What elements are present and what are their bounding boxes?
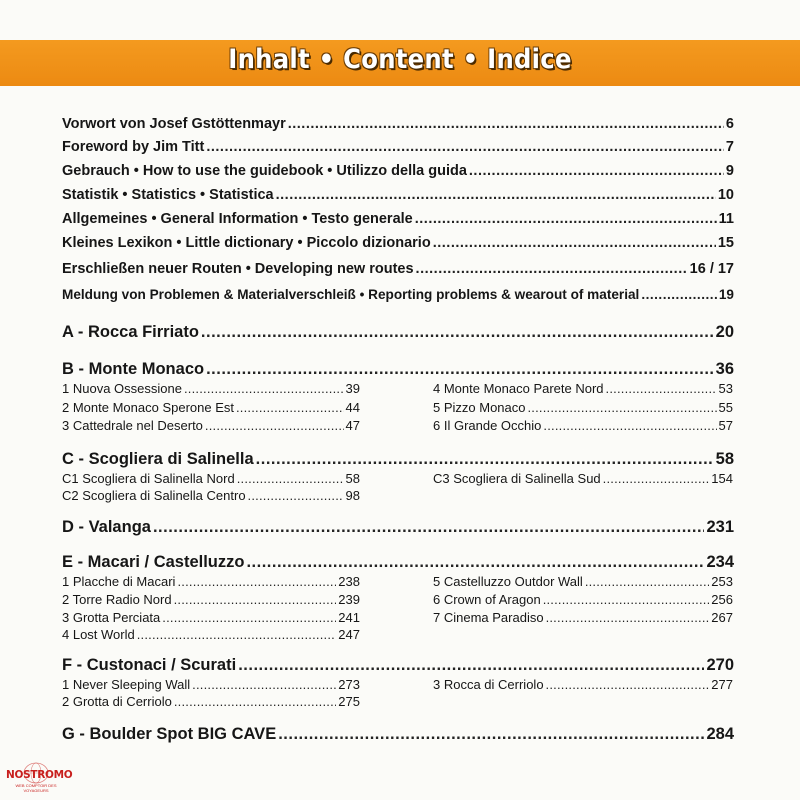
subentry-label: 6 Crown of Aragon (433, 592, 541, 607)
subentry-label: 5 Castelluzzo Outdor Wall (433, 574, 583, 589)
dot-leader (543, 592, 710, 607)
toc-entry-foreword-josef[interactable] (62, 116, 734, 132)
toc-entry-label: Meldung von Problemen & Materialverschleiß • Reporting problems & wearout of material (62, 287, 640, 302)
subentry-label: 7 Cinema Paradiso (433, 610, 544, 625)
toc-section-d[interactable] (62, 518, 734, 537)
section-page: 284 (706, 725, 734, 743)
toc-entry-statistics[interactable] (62, 187, 734, 203)
subentry-page: 247 (338, 627, 360, 642)
subentry-page: 275 (338, 694, 360, 709)
toc-subentry[interactable] (62, 677, 360, 692)
toc-entry-page: 15 (717, 235, 734, 251)
toc-entry-label: Kleines Lexikon • Little dictionary • Piccolo dizionario (62, 235, 431, 251)
dot-leader (201, 323, 714, 342)
section-page: 270 (706, 656, 734, 674)
dot-leader (278, 725, 704, 744)
toc-section-c[interactable] (62, 450, 734, 469)
toc-subentry[interactable] (62, 381, 360, 396)
subentry-label: 5 Pizzo Monaco (433, 400, 526, 415)
dot-leader (174, 694, 336, 709)
dot-leader (433, 235, 716, 251)
dot-leader (246, 553, 704, 572)
subentry-label: C3 Scogliera di Salinella Sud (433, 471, 601, 486)
section-title: F - Custonaci / Scurati (62, 656, 237, 674)
subentry-label: 1 Never Sleeping Wall (62, 677, 191, 692)
toc-subentry[interactable] (62, 418, 360, 433)
subentry-label: 4 Lost World (62, 627, 135, 642)
toc-section-a[interactable] (62, 323, 734, 342)
toc-entry-label: Foreword by Jim Titt (62, 139, 205, 155)
subentry-page: 39 (345, 381, 360, 396)
toc-entry-page: 6 (725, 116, 734, 132)
subentry-page: 253 (711, 574, 733, 589)
logo-name: NOSTROMO (6, 769, 73, 781)
toc-subentry[interactable] (62, 694, 360, 709)
subentry-page: 98 (345, 488, 360, 503)
dot-leader (469, 163, 724, 179)
dot-leader (641, 287, 717, 302)
subentry-page: 44 (345, 400, 360, 415)
toc-subentry[interactable] (433, 381, 733, 396)
dot-leader (192, 677, 336, 692)
dot-leader (606, 381, 717, 396)
subentry-page: 47 (345, 418, 360, 433)
subentry-page: 154 (711, 471, 733, 486)
page-title: Inhalt • Content • Indice (228, 44, 572, 75)
subentry-page: 273 (338, 677, 360, 692)
toc-subentry[interactable] (62, 488, 360, 503)
subentry-label: 3 Grotta Perciata (62, 610, 161, 625)
subentry-page: 256 (711, 592, 733, 607)
subentry-page: 241 (338, 610, 360, 625)
subentry-label: 4 Monte Monaco Parete Nord (433, 381, 604, 396)
subentry-label: 2 Monte Monaco Sperone Est (62, 400, 234, 415)
subentry-label: 1 Nuova Ossessione (62, 381, 182, 396)
section-page: 36 (715, 360, 734, 378)
dot-leader (546, 610, 710, 625)
nostromo-watermark-logo (6, 762, 73, 796)
subentry-page: 267 (711, 610, 733, 625)
dot-leader (528, 400, 717, 415)
subentry-page: 238 (338, 574, 360, 589)
toc-subentry[interactable] (62, 592, 360, 607)
section-title: B - Monte Monaco (62, 360, 205, 378)
toc-subentry[interactable] (62, 400, 360, 415)
toc-entry-foreword-jim[interactable] (62, 139, 734, 155)
subentry-page: 239 (338, 592, 360, 607)
dot-leader (248, 488, 344, 503)
section-title: D - Valanga (62, 518, 151, 536)
toc-subentry[interactable] (433, 471, 733, 486)
dot-leader (416, 261, 688, 277)
section-page: 58 (715, 450, 734, 468)
subentry-label: 2 Grotta di Cerriolo (62, 694, 172, 709)
section-title: E - Macari / Castelluzzo (62, 553, 245, 571)
subentry-label: 6 Il Grande Occhio (433, 418, 542, 433)
subentry-label: 2 Torre Radio Nord (62, 592, 172, 607)
section-page: 234 (706, 553, 734, 571)
dot-leader (585, 574, 709, 589)
toc-entry-page: 11 (718, 211, 734, 227)
toc-subentry[interactable] (62, 574, 360, 589)
subentry-page: 58 (345, 471, 360, 486)
toc-entry-page: 7 (725, 139, 734, 155)
dot-leader (237, 471, 344, 486)
toc-entry-label: Vorwort von Josef Gstöttenmayr (62, 116, 286, 132)
dot-leader (238, 656, 704, 675)
subentry-page: 55 (718, 400, 733, 415)
toc-entry-page: 10 (717, 187, 734, 203)
dot-leader (415, 211, 717, 227)
section-title: G - Boulder Spot BIG CAVE (62, 725, 277, 743)
subentry-label: C1 Scogliera di Salinella Nord (62, 471, 235, 486)
section-title: A - Rocca Firriato (62, 323, 199, 341)
subentry-label: 3 Rocca di Cerriolo (433, 677, 544, 692)
dot-leader (184, 381, 344, 396)
toc-section-g[interactable] (62, 725, 734, 744)
dot-leader (543, 418, 716, 433)
toc-subentry[interactable] (433, 574, 733, 589)
subentry-page: 57 (718, 418, 733, 433)
logo-tagline: WEB COMPTOIR DES VOYAGEURS (15, 783, 57, 793)
dot-leader (546, 677, 710, 692)
section-title: C - Scogliera di Salinella (62, 450, 254, 468)
toc-subentry[interactable] (62, 610, 360, 625)
dot-leader (276, 187, 716, 203)
toc-entry-general-info[interactable] (62, 211, 734, 227)
subentry-label: C2 Scogliera di Salinella Centro (62, 488, 246, 503)
subentry-page: 277 (711, 677, 733, 692)
toc-subentry[interactable] (62, 627, 360, 642)
toc-entry-label: Allgemeines • General Information • Testo generale (62, 211, 413, 227)
toc-section-b[interactable] (62, 360, 734, 379)
toc-entry-reporting[interactable] (62, 287, 734, 302)
toc-entry-page: 9 (725, 163, 734, 179)
dot-leader (177, 574, 336, 589)
dot-leader (206, 139, 724, 155)
subentry-label: 3 Cattedrale nel Deserto (62, 418, 203, 433)
toc-subentry[interactable] (433, 418, 733, 433)
toc-section-e[interactable] (62, 553, 734, 572)
dot-leader (256, 450, 714, 469)
toc-subentry[interactable] (433, 400, 733, 415)
dot-leader (205, 418, 344, 433)
dot-leader (153, 518, 705, 537)
toc-entry-label: Statistik • Statistics • Statistica (62, 187, 274, 203)
dot-leader (162, 610, 336, 625)
section-page: 231 (706, 518, 734, 536)
toc-subentry[interactable] (433, 592, 733, 607)
toc-entry-new-routes[interactable] (62, 261, 734, 277)
subentry-label: 1 Placche di Macari (62, 574, 176, 589)
toc-entry-dictionary[interactable] (62, 235, 734, 251)
dot-leader (206, 360, 714, 379)
toc-subentry[interactable] (433, 610, 733, 625)
toc-subentry[interactable] (62, 471, 360, 486)
subentry-page: 53 (718, 381, 733, 396)
dot-leader (174, 592, 337, 607)
toc-entry-page: 16 / 17 (689, 261, 734, 277)
dot-leader (288, 116, 724, 132)
toc-subentry[interactable] (433, 677, 733, 692)
toc-entry-page: 19 (718, 287, 734, 302)
toc-section-f[interactable] (62, 656, 734, 675)
toc-entry-label: Gebrauch • How to use the guidebook • Utilizzo della guida (62, 163, 467, 179)
toc-entry-usage[interactable] (62, 163, 734, 179)
toc-entry-label: Erschließen neuer Routen • Developing new routes (62, 261, 414, 277)
section-page: 20 (715, 323, 734, 341)
dot-leader (236, 400, 344, 415)
dot-leader (603, 471, 710, 486)
dot-leader (137, 627, 337, 642)
